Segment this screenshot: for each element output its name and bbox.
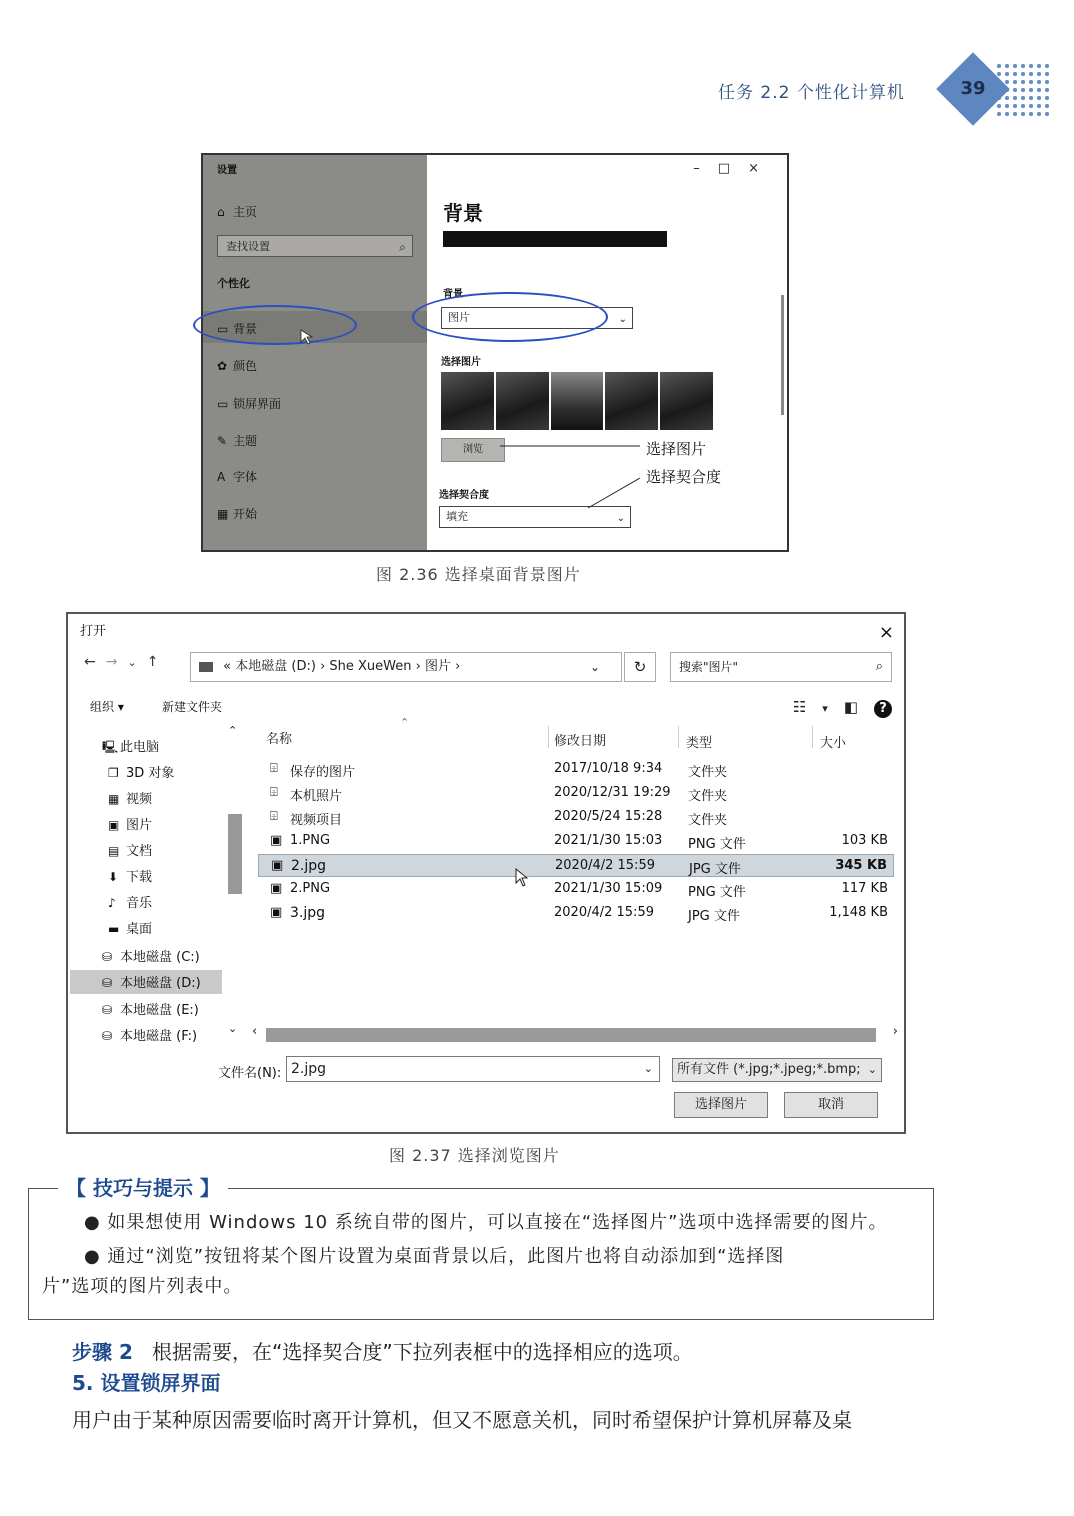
sidebar-item-lockscreen[interactable]: ▭ 锁屏界面: [217, 397, 282, 411]
page-number: 39: [960, 78, 986, 99]
section-heading: 5. 设置锁屏界面: [72, 1371, 221, 1395]
nav-item-drive-d[interactable]: ⛁ 本地磁盘 (D:): [102, 976, 201, 991]
table-row[interactable]: ⌹ 视频项目 2020/5/24 15:28 文件夹: [270, 809, 728, 828]
body-paragraph: 用户由于某种原因需要临时离开计算机，但又不愿意关机，同时希望保护计算机屏幕及桌: [72, 1408, 852, 1432]
nav-item-downloads[interactable]: ⬇ 下载: [108, 870, 153, 885]
refresh-icon[interactable]: ↻: [624, 652, 656, 682]
chevron-down-icon[interactable]: ⌄: [127, 656, 147, 669]
column-date[interactable]: 修改日期: [554, 734, 607, 749]
column-name[interactable]: 名称: [266, 732, 293, 747]
column-divider: [678, 726, 679, 748]
column-divider: [548, 726, 549, 748]
folder-icon: ⌹: [270, 809, 278, 824]
tip-line: ● 通过“浏览”按钮将某个图片设置为桌面背景以后，此图片也将自动添加到“选择图: [84, 1246, 785, 1267]
callout-choose-picture: 选择图片: [646, 440, 707, 458]
nav-item-documents[interactable]: ▤ 文档: [108, 844, 153, 859]
nav-item-desktop[interactable]: ▬ 桌面: [108, 922, 153, 937]
chevron-up-icon[interactable]: ⌃: [228, 724, 238, 737]
tip-line: 片”选项的图片列表中。: [42, 1276, 243, 1297]
nav-item-this-pc[interactable]: 🖳 此电脑: [102, 736, 159, 759]
new-folder-button[interactable]: 新建文件夹: [162, 700, 223, 714]
image-file-icon: ▣: [271, 858, 284, 873]
sidebar-item-home[interactable]: ⌂ 主页: [217, 205, 258, 219]
cursor-icon: [514, 868, 530, 888]
address-bar[interactable]: « 本地磁盘 (D:) › She XueWen › 图片 ›: [190, 652, 622, 682]
settings-search-input[interactable]: 查找设置 ⌕: [217, 235, 413, 257]
image-file-icon: ▣: [270, 905, 283, 920]
tip-line: ● 如果想使用 Windows 10 系统自带的图片，可以直接在“选择图片”选项中选择需要的图片。: [84, 1212, 888, 1233]
open-button[interactable]: 选择图片: [674, 1092, 768, 1118]
up-arrow-icon[interactable]: ↑: [146, 654, 169, 670]
forward-arrow-icon[interactable]: →: [105, 654, 128, 670]
maximize-icon[interactable]: □: [717, 161, 749, 176]
chevron-right-icon[interactable]: ›: [892, 1024, 898, 1039]
folder-icon: ⌹: [270, 785, 278, 800]
breadcrumb-drive[interactable]: 本地磁盘 (D:): [235, 659, 316, 674]
fit-select[interactable]: 填充 ⌄: [439, 506, 631, 528]
callout-line: [588, 478, 640, 508]
column-size[interactable]: 大小: [820, 736, 847, 751]
preview-pane-icon[interactable]: ◧: [843, 698, 874, 716]
view-tools: [793, 698, 892, 718]
choose-picture-label: 选择图片: [441, 357, 481, 368]
chevron-down-icon[interactable]: ▾: [822, 702, 844, 715]
sort-up-icon: ⌃: [400, 716, 410, 729]
sidebar-item-colors[interactable]: ✿ 颜色: [217, 359, 258, 373]
table-row[interactable]: ⌹ 保存的图片 2017/10/18 9:34 文件夹: [270, 761, 728, 780]
dialog-title: 打开: [80, 624, 107, 639]
organize-menu[interactable]: 组织 ▾: [90, 700, 124, 714]
nav-scrollbar[interactable]: [226, 722, 242, 1042]
step-label: 步骤 2: [72, 1340, 133, 1364]
running-head: 任务 2.2 个性化计算机: [718, 83, 905, 103]
search-input[interactable]: 搜索"图片" ⌕: [670, 652, 892, 682]
drive-icon: ⛁: [102, 1003, 113, 1017]
filename-input[interactable]: 2.jpg ⌄: [286, 1056, 660, 1082]
minimize-icon[interactable]: –: [693, 161, 718, 176]
home-icon: ⌂: [217, 205, 225, 219]
scroll-thumb[interactable]: [266, 1028, 876, 1042]
scroll-thumb[interactable]: [228, 814, 242, 894]
chevron-down-icon[interactable]: ⌄: [590, 660, 601, 674]
figure-caption: 图 2.36 选择桌面背景图片: [376, 565, 581, 584]
download-icon: ⬇: [108, 870, 119, 884]
chevron-down-icon: ⌄: [866, 1059, 877, 1081]
step-text: 根据需要，在“选择契合度”下拉列表框中的选择相应的选项。: [151, 1340, 693, 1364]
open-file-dialog: [66, 612, 906, 1134]
settings-title: 设置: [217, 165, 237, 176]
search-icon: ⌕: [399, 240, 406, 254]
music-icon: ♪: [108, 896, 116, 910]
chevron-left-icon[interactable]: ‹: [252, 1024, 258, 1039]
table-row[interactable]: ▣ 3.jpg 2020/4/2 15:59 JPG 文件 1,148 KB: [270, 905, 888, 924]
brush-icon: ✎: [217, 434, 228, 448]
chevron-down-icon: ⌄: [616, 513, 625, 524]
cancel-button[interactable]: 取消: [784, 1092, 878, 1118]
column-divider: [812, 726, 813, 748]
table-row-selected[interactable]: ▣ 2.jpg 2020/4/2 15:59 JPG 文件 345 KB: [258, 854, 894, 877]
callout-choose-fit: 选择契合度: [646, 468, 722, 486]
sidebar-section-personalize: 个性化: [217, 277, 250, 290]
table-row[interactable]: ▣ 2.PNG 2021/1/30 15:09 PNG 文件 117 KB: [270, 881, 888, 900]
search-icon: ⌕: [875, 659, 883, 674]
image-icon: ▭: [217, 322, 229, 336]
fit-label: 选择契合度: [439, 490, 489, 501]
nav-item-pictures[interactable]: ▣ 图片: [108, 818, 153, 833]
nav-buttons: [84, 654, 168, 670]
file-type-select[interactable]: 所有文件 (*.jpg;*.jpeg;*.bmp; ⌄: [672, 1058, 882, 1082]
chevron-down-icon[interactable]: ⌄: [643, 1062, 653, 1075]
drive-icon: ⛁: [102, 976, 113, 990]
callout-lines: [0, 0, 1074, 600]
nav-item-drive-f[interactable]: ⛁ 本地磁盘 (F:): [102, 1029, 198, 1044]
video-icon: ▦: [108, 792, 120, 806]
document-icon: ▤: [108, 844, 120, 858]
tips-title: 【 技巧与提示 】: [58, 1172, 228, 1201]
palette-icon: ✿: [217, 359, 228, 373]
drive-icon: [199, 662, 213, 672]
figure-caption: 图 2.37 选择浏览图片: [389, 1146, 560, 1165]
chevron-down-icon[interactable]: ⌄: [228, 1022, 238, 1035]
close-icon[interactable]: ×: [748, 161, 777, 176]
browse-button[interactable]: 浏览: [441, 438, 505, 462]
horizontal-scrollbar[interactable]: [252, 1026, 898, 1042]
background-label: 背景: [443, 289, 463, 300]
nav-item-drive-e[interactable]: ⛁ 本地磁盘 (E:): [102, 1003, 199, 1018]
nav-item-3d[interactable]: ❒ 3D 对象: [108, 766, 175, 781]
computer-icon: 🖳: [102, 740, 119, 754]
start-icon: ▦: [217, 507, 229, 521]
table-row[interactable]: ⌹ 本机照片 2020/12/31 19:29 文件夹: [270, 785, 728, 804]
column-type[interactable]: 类型: [686, 736, 713, 751]
breadcrumb-user[interactable]: She XueWen: [329, 659, 412, 674]
sidebar-item-background[interactable]: ▭ 背景: [217, 322, 258, 336]
nav-item-drive-c[interactable]: ⛁ 本地磁盘 (C:): [102, 950, 200, 965]
nav-item-videos[interactable]: ▦ 视频: [108, 792, 153, 807]
cursor-icon: [301, 330, 312, 344]
view-options-icon[interactable]: ☷: [792, 698, 823, 716]
chevron-down-icon: ⌄: [618, 314, 627, 325]
settings-heading: 背景: [443, 201, 483, 225]
nav-item-music[interactable]: ♪ 音乐: [108, 896, 153, 911]
cube-icon: ❒: [108, 766, 119, 780]
help-icon[interactable]: ?: [874, 700, 892, 718]
image-file-icon: ▣: [270, 833, 283, 848]
sidebar-item-fonts[interactable]: A 字体: [217, 470, 258, 484]
folder-icon: ⌹: [270, 761, 278, 776]
breadcrumb-pictures[interactable]: 图片: [425, 659, 452, 674]
back-arrow-icon[interactable]: ←: [84, 654, 106, 670]
image-file-icon: ▣: [270, 881, 283, 896]
picture-icon: ▣: [108, 818, 120, 832]
sidebar-item-start[interactable]: ▦ 开始: [217, 507, 258, 521]
drive-icon: ⛁: [102, 950, 113, 964]
sidebar-item-themes[interactable]: ✎ 主题: [217, 434, 258, 448]
table-row[interactable]: ▣ 1.PNG 2021/1/30 15:03 PNG 文件 103 KB: [270, 833, 888, 852]
background-type-select[interactable]: 图片 ⌄: [441, 307, 633, 329]
monitor-icon: ▭: [217, 397, 229, 411]
filename-label: 文件名(N):: [218, 1066, 282, 1081]
drive-icon: ⛁: [102, 1029, 113, 1043]
desktop-icon: ▬: [108, 922, 120, 936]
close-icon[interactable]: ×: [878, 622, 894, 643]
step-paragraph: [72, 1336, 693, 1365]
font-icon: A: [217, 470, 226, 484]
